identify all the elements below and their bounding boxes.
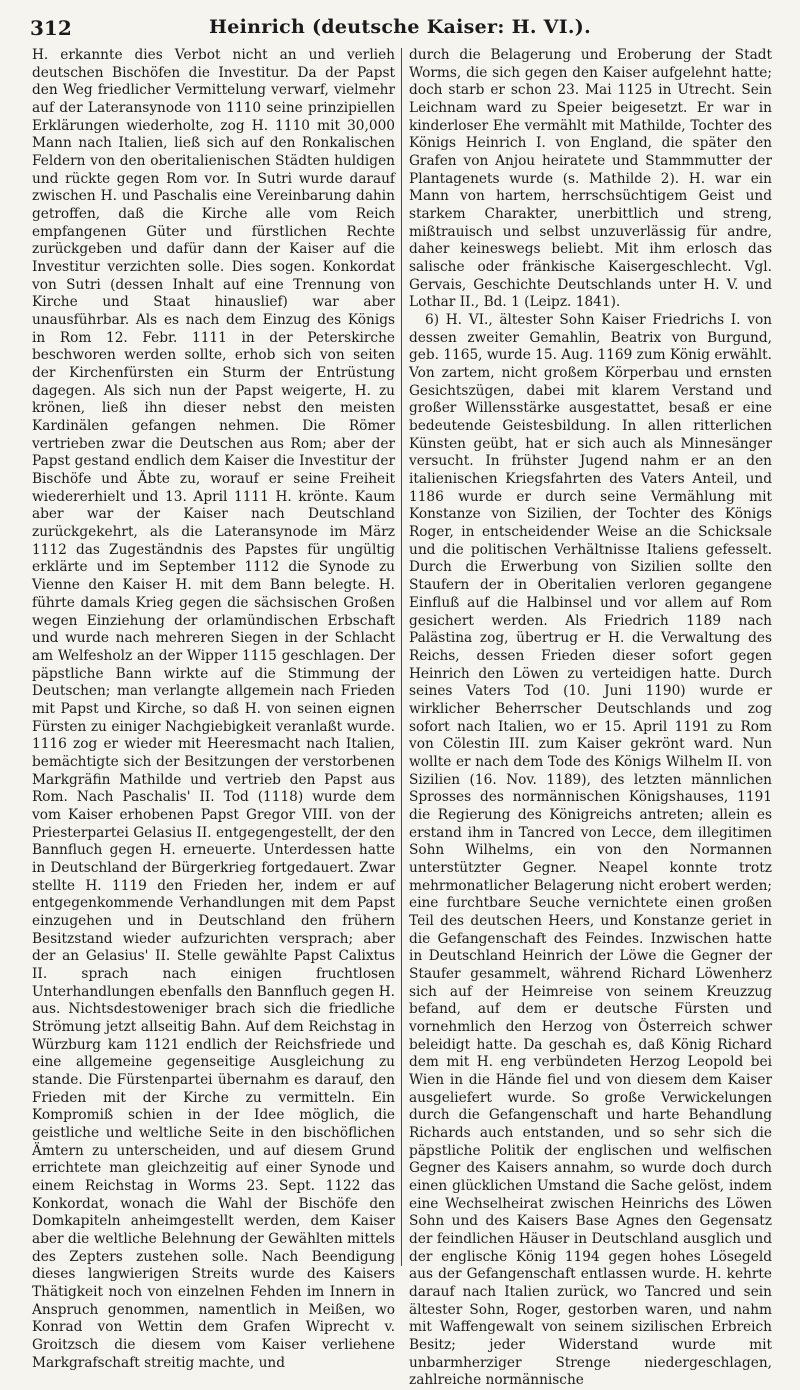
- right-column-paragraph-2: 6) H. VI., ältester Sohn Kaiser Friedrichs I. von dessen zweiter Gemahlin, Beatrix von Burgund, geb. 1165, wurde 15. Aug. 1169 zum König erwählt. Von zartem, nicht großem Körperbau und ernsten Gesichtszügen, dabei mit klarem Verstand und großer Willensstärke ausgestattet, besaß er eine bedeutende Geistesbildung. In allen ritterlichen Künsten geübt, hat er sich auch als Minnesänger versucht. In frühster Jugend nahm er an den italienischen Kriegsfahrten des Vaters Anteil, und 1186 wurde er durch seine Vermählung mit Konstanze von Sizilien, der Tochter des Königs Roger, in entscheidender Weise an die Schicksale und die politischen Verhältnisse Italiens gefesselt. Durch die Erwerbung von Sizilien sollte den Staufern der in Oberitalien verloren gegangene Einfluß auf die Halbinsel und vor allem auf Rom gesichert werden. Als Friedrich 1189 nach Palästina zog, übertrug er H. die Verwaltung des Reichs, dessen Frieden dieser sofort gegen Heinrich den Löwen zu verteidigen hatte. Durch seines Vaters Tod (10. Juni 1190) wurde er wirklicher Beherrscher Deutschlands und zog sofort nach Italien, wo er 15. April 1191 zu Rom von Cölestin III. zum Kaiser gekrönt ward. Nun wollte er nach dem Tode des Königs Wilhelm II. von Sizilien (16. Nov. 1189), des letzten männlichen Sprosses des normännischen Königshauses, 1191 die Regierung des Königreichs antreten; allein es erstand ihm in Tancred von Lecce, dem illegitimen Sohn Wilhelms, ein von den Normannen unterstützter Gegner. Neapel konnte trotz mehrmonatlicher Belagerung nicht erobert werden; eine furchtbare Seuche vernichtete einen großen Teil des deutschen Heers, und Konstanze geriet in die Gefangenschaft des Feindes. Inzwischen hatte in Deutschland Heinrich der Löwe die Gegner der Staufer gesammelt, während Richard Löwenherz sich auf der Heimreise von seinem Kreuzzug befand, auf dem er deutsche Fürsten und vornehmlich den Herzog von Österreich schwer beleidigt hatte. Da geschah es, daß König Richard dem mit H. eng verbündeten Herzog Leopold bei Wien in die Hände fiel und von diesem dem Kaiser ausgeliefert wurde. So große Verwickelungen durch die Gefangenschaft und harte Behandlung Richards auch entstanden, und so sehr sich die päpstliche Politik der englischen und welfischen Gegner des Kaisers annahm, so wurde doch durch einen glücklichen Umstand die Sache gelöst, indem eine Wechselheirat zwischen Heinrichs des Löwen Sohn und des Kaisers Base Agnes den Gegensatz der feindlichen Häuser in Deutschland ausglich und der englische König 1194 gegen hohes Lösegeld aus der Gefangenschaft entlassen wurde. H. kehrte darauf nach Italien zurück, wo Tancred und sein ältester Sohn, Roger, gestorben waren, und nahm mit Waffengewalt von seinem sizilischen Erbreich Besitz; jeder Widerstand wurde mit unbarmherziger Strenge niedergeschlagen, zahlreiche normännische: [409, 312, 772, 1389]
- left-column-text: H. erkannte dies Verbot nicht an und verlieh deutschen Bischöfen die Investitur. Da der Papst den Weg friedlicher Vermittelung verwarf, vielmehr auf der Lateransynode von 1110 seine prinzipiellen Erklärungen wiederholte, zog H. 1110 mit 30,000 Mann nach Italien, ließ sich auf den Ronkalischen Feldern von den oberitalienischen Städten huldigen und rückte gegen Rom vor. In Sutri wurde darauf zwischen H. und Paschalis eine Vereinbarung dahin getroffen, daß die Kirche alle vom Reich empfangenen Güter und fürstlichen Rechte zurückgeben und dafür dann der Kaiser auf die Investitur verzichten solle. Dies sogen. Konkordat von Sutri (dessen Inhalt auf eine Trennung von Kirche und Staat hinauslief) war aber unausführbar. Als es nach dem Einzug des Königs in Rom 12. Febr. 1111 in der Peterskirche beschworen werden sollte, erhob sich von seiten der Kirchenfürsten ein Sturm der Entrüstung dagegen. Als sich nun der Papst weigerte, H. zu krönen, ließ ihn dieser nebst den meisten Kardinälen gefangen nehmen. Die Römer vertrieben zwar die Deutschen aus Rom; aber der Papst gestand endlich dem Kaiser die Investitur der Bischöfe und Äbte zu, worauf er seine Freiheit wiedererhielt und 13. April 1111 H. krönte. Kaum aber war der Kaiser nach Deutschland zurückgekehrt, als die Lateransynode im März 1112 das Zugeständnis des Papstes für ungültig erklärte und im September 1112 die Synode zu Vienne den Kaiser H. mit dem Bann belegte. H. führte damals Krieg gegen die sächsischen Großen wegen Einziehung der orlamündischen Erbschaft und wurde nach mehreren Siegen in der Schlacht am Welfesholz an der Wipper 1115 geschlagen. Der päpstliche Bann wirkte auf die Stimmung der Deutschen; man verlangte allgemein nach Frieden mit Papst und Kirche, so daß H. von seinen eignen Fürsten zu einiger Nachgiebigkeit veranlaßt wurde. 1116 zog er wieder mit Heeresmacht nach Italien, bemächtigte sich der Besitzungen der verstorbenen Markgräfin Mathilde und vertrieb den Papst aus Rom. Nach Paschalis' II. Tod (1118) wurde dem vom Kaiser erhobenen Papst Gregor VIII. von der Priesterpartei Gelasius II. entgegengestellt, der den Bannfluch gegen H. erneuerte. Unterdessen hatte in Deutschland der Bürgerkrieg fortgedauert. Zwar stellte H. 1119 den Frieden her, indem er auf entgegenkommende Verhandlungen mit dem Papst einzugehen und in Deutschland den frühern Besitzstand wieder aufzurichten versprach; aber der an Gelasius' II. Stelle gewählte Papst Calixtus II. sprach nach einigen fruchtlosen Unterhandlungen ebenfalls den Bannfluch gegen H. aus. Nichtsdestoweniger brach sich die friedliche Strömung jetzt allseitig Bahn. Auf dem Reichstag in Würzburg kam 1121 endlich der Reichsfriede und eine allgemeine gegenseitige Ausgleichung zu stande. Die Fürstenpartei übernahm es darauf, den Frieden mit der Kirche zu vermitteln. Ein Kompromiß schien in der Idee möglich, die geistliche und weltliche Seite in den bischöflichen Ämtern zu unterscheiden, und auf diesem Grund errichtete man gleichzeitig auf einer Synode und einem Reichstag in Worms 23. Sept. 1122 das Konkordat, wonach die Wahl der Bischöfe den Domkapiteln anheimgestellt werden, dem Kaiser aber die weltliche Belehnung der Gewählten mittels des Zepters zustehen solle. Nach Beendigung dieses langwierigen Streits wurde des Kaisers Thätigkeit noch von einzelnen Fehden im Innern in Anspruch genommen, namentlich in Meißen, wo Konrad von Wettin dem Grafen Wiprecht v. Groitzsch die diesem vom Kaiser verliehene Markgrafschaft streitig machte, und: [32, 47, 395, 1371]
- page-number: 312: [30, 16, 72, 40]
- right-column-paragraph-1: durch die Belagerung und Eroberung der Stadt Worms, die sich gegen den Kaiser aufgelehnt hatte; doch starb er schon 23. Mai 1125 in Utrecht. Sein Leichnam ward zu Speier beigesetzt. Er war in kinderloser Ehe vermählt mit Mathilde, Tochter des Königs Heinrich I. von England, die später den Grafen von Anjou heiratete und Stammmutter der Plantagenets wurde (s. Mathilde 2). H. war ein Mann von hartem, herrschsüchtigem Geist und starkem Charakter, unerbittlich und streng, mißtrauisch und selbst unzuverlässig für andre, daher keineswegs beliebt. Mit ihm erlosch das salische oder fränkische Kaisergeschlecht. Vgl. Gervais, Geschichte Deutschlands unter H. V. und Lothar II., Bd. 1 (Leipz. 1841).: [409, 47, 772, 311]
- page-header: [30, 14, 770, 46]
- running-head: Heinrich (deutsche Kaiser: H. VI.).: [208, 16, 592, 38]
- left-column: [32, 47, 395, 1371]
- right-column: [409, 47, 772, 1389]
- column-divider: [401, 48, 402, 1266]
